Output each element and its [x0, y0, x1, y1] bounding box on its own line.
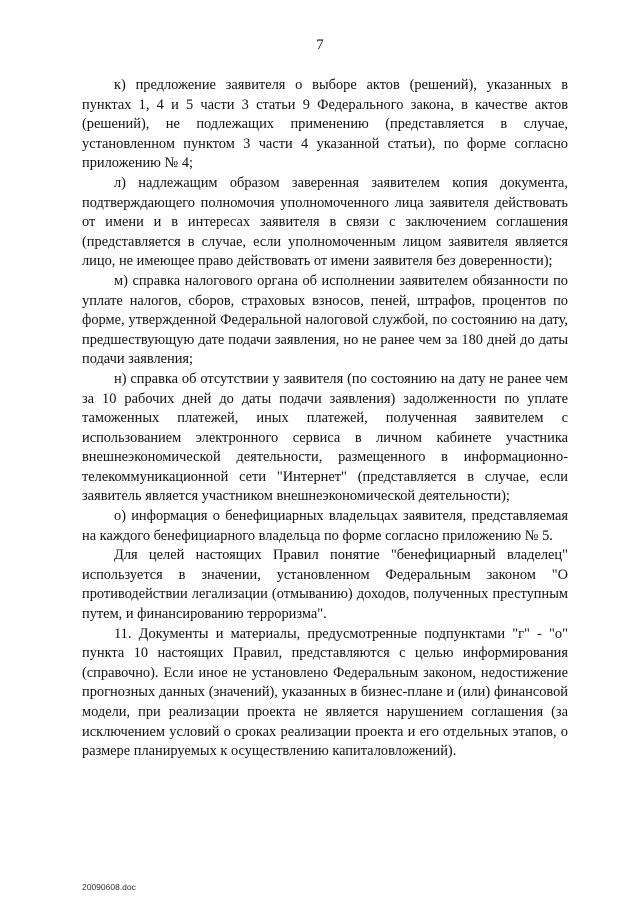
document-body [82, 76, 568, 762]
paragraph-m: м) справка налогового органа об исполнении заявителем обязанности по уплате налогов, сборов, страховых взносов, пеней, штрафов, процентов по форме, утвержденной Федеральной налоговой службой, по состоянию на дату, предшествующую дате подачи заявления, но не ранее чем за 180 дней до даты подачи заявления; [82, 272, 568, 368]
paragraph-k: к) предложение заявителя о выборе актов (решений), указанных в пунктах 1, 4 и 5 части 3 статьи 9 Федерального закона, в качестве актов (решений), не подлежащих применению (представляется в случае, установленном пунктом 3 части 4 указанной статьи), по форме согласно приложению № 4; [82, 77, 568, 172]
paragraph-l: л) надлежащим образом заверенная заявителем копия документа, подтверждающего полномочия уполномоченного лица заявителя действовать от имени и в интересах заявителя в связи с заключением соглашения (представляется в случае, если уполномоченным лицом заявителя является лицо, не имеющее право действовать от имени заявителя без доверенности); [82, 174, 568, 270]
paragraph-o: о) информация о бенефициарных владельцах заявителя, представляемая на каждого бенефициарного владельца по форме согласно приложению № 5. [82, 508, 568, 544]
paragraph-n: н) справка об отсутствии у заявителя (по состоянию на дату не ранее чем за 10 рабочих дней до даты подачи заявления) задолженности по уплате таможенных платежей, иных платежей, полученная заявителем с использованием электронного сервиса в личном кабинете участника внешнеэкономической деятельности, размещенного в информационно-телекоммуникационной сети "Интернет" (представляется в случае, если заявитель является участником внешнеэкономической деятельности); [82, 370, 568, 505]
paragraph-11: 11. Документы и материалы, предусмотренные подпунктами "г" - "о" пункта 10 настоящих Правил, представляются с целью информирования (справочно). Если иное не установлено Федеральным законом, недостижение прогнозных данных (значений), указанных в бизнес-плане и (или) финансовой модели, при реализации проекта не является нарушением соглашения (за исключением условий о сроках реализации проекта и его отдельных этапов, о размере планируемых к осуществлению капиталовложений). [82, 625, 568, 760]
page-number: 7 [316, 37, 324, 53]
paragraph-beneficial-owner-definition: Для целей настоящих Правил понятие "бенефициарный владелец" используется в значении, установленном Федеральным законом "О противодействии легализации (отмыванию) доходов, полученных преступным путем, и финансированию терроризма". [82, 547, 568, 623]
file-name-footer: 20090608.doc [82, 882, 136, 892]
